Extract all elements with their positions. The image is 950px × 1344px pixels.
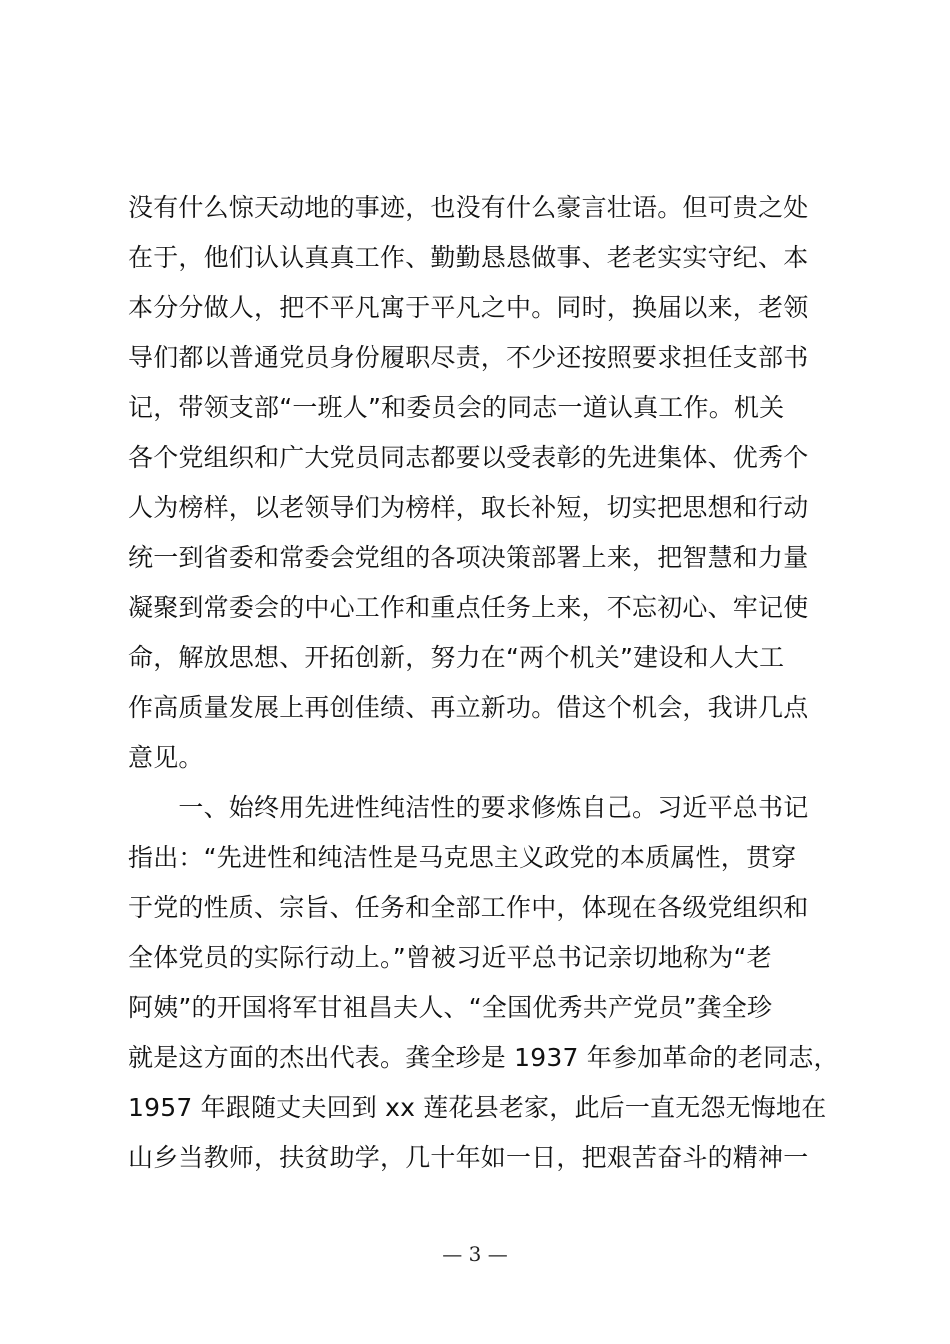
- text-line: 人为榜样，以老领导们为榜样，取长补短，切实把思想和行动: [128, 493, 809, 522]
- text-line: 凝聚到常委会的中心工作和重点任务上来，不忘初心、牢记使: [128, 593, 809, 622]
- text-line: 作高质量发展上再创佳绩、再立新功。借这个机会，我讲几点: [128, 693, 809, 722]
- page-number: — 3 —: [442, 1242, 508, 1266]
- text-line: 统一到省委和常委会党组的各项决策部署上来，把智慧和力量: [128, 543, 809, 572]
- text-line: 本分分做人，把不平凡寓于平凡之中。同时，换届以来，老领: [128, 293, 809, 322]
- text-line: 阿姨”的开国将军甘祖昌夫人、“全国优秀共产党员”龚全珍: [128, 993, 773, 1022]
- text-line: 山乡当教师，扶贫助学，几十年如一日，把艰苦奋斗的精神一: [128, 1143, 809, 1172]
- text-line: 1957 年跟随丈夫回到 xx 莲花县老家，此后一直无怨无悔地在: [128, 1093, 827, 1122]
- text-line: 全体党员的实际行动上。”曾被习近平总书记亲切地称为“老: [128, 943, 772, 972]
- body-text: [128, 183, 848, 1183]
- text-line: 在于，他们认认真真工作、勤勤恳恳做事、老老实实守纪、本: [128, 243, 809, 272]
- text-line: 一、始终用先进性纯洁性的要求修炼自己。习近平总书记: [128, 793, 809, 822]
- text-line: 记，带领支部“一班人”和委员会的同志一道认真工作。机关: [128, 393, 785, 422]
- text-line: 就是这方面的杰出代表。龚全珍是 1937 年参加革命的老同志，: [128, 1043, 839, 1072]
- text-line: 于党的性质、宗旨、任务和全部工作中，体现在各级党组织和: [128, 893, 809, 922]
- text-line: 没有什么惊天动地的事迹，也没有什么豪言壮语。但可贵之处: [128, 193, 809, 222]
- text-line: 指出：“先进性和纯洁性是马克思主义政党的本质属性，贯穿: [128, 843, 797, 872]
- text-line: 各个党组织和广大党员同志都要以受表彰的先进集体、优秀个: [128, 443, 809, 472]
- text-line: 意见。: [128, 743, 204, 772]
- text-line: 导们都以普通党员身份履职尽责，不少还按照要求担任支部书: [128, 343, 809, 372]
- text-line: 命，解放思想、开拓创新，努力在“两个机关”建设和人大工: [128, 643, 785, 672]
